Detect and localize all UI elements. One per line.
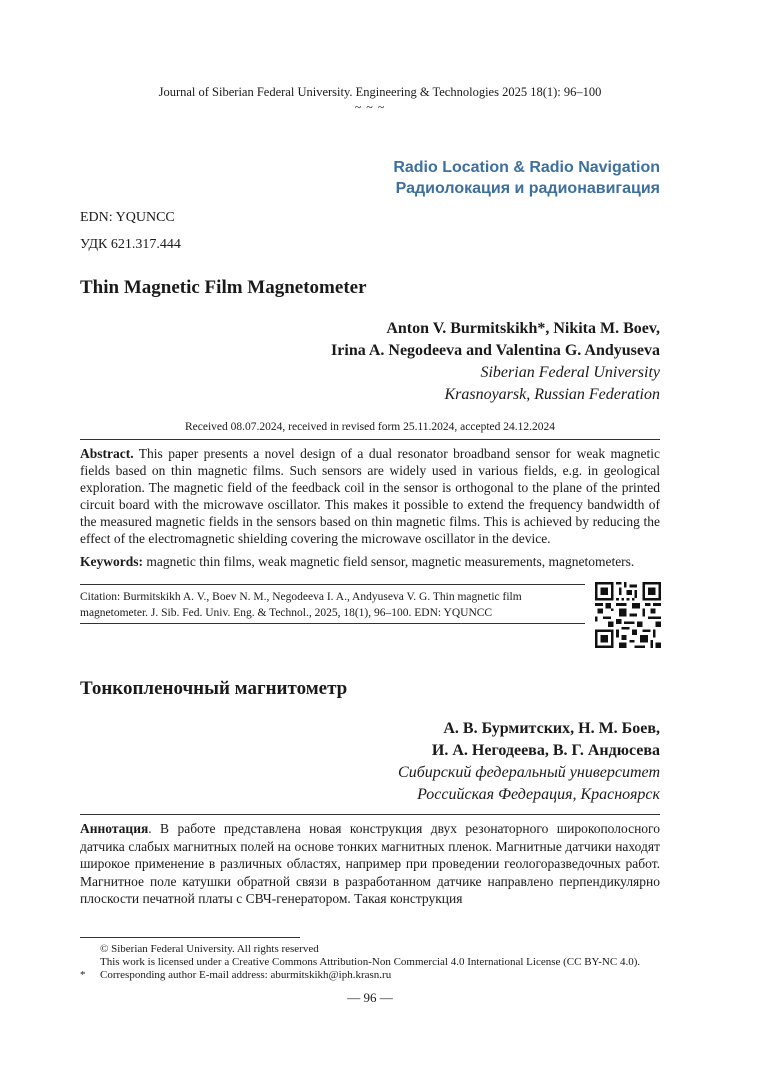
section-title-ru: Радиолокация и радионавигация bbox=[395, 180, 660, 197]
authors-en-line1: Anton V. Burmitskikh*, Nikita M. Boev, bbox=[386, 320, 660, 337]
citation: Citation: Burmitskikh A. V., Boev N. M., Negodeeva I. A., Andyuseva V. G. Thin magnetic film magnetometer. J. Sib. Fed. Univ. Eng. & Technol., 2025, 18(1), 96–100. EDN: YQUNCC bbox=[80, 591, 522, 619]
divider bbox=[80, 814, 660, 815]
header-ornament: ~ ~ ~ bbox=[354, 100, 386, 114]
location-en: Krasnoyarsk, Russian Federation bbox=[444, 386, 660, 403]
udk: УДК 621.317.444 bbox=[80, 237, 181, 252]
location-ru: Российская Федерация, Красноярск bbox=[417, 786, 660, 803]
keywords-label: Keywords: bbox=[80, 554, 143, 569]
qr-code-icon[interactable] bbox=[595, 582, 661, 648]
authors-ru-line2: И. А. Негодеева, В. Г. Андюсева bbox=[431, 742, 660, 759]
journal-header: Journal of Siberian Federal University. Engineering & Technologies 2025 18(1): 96–100 bbox=[158, 85, 602, 99]
footnote-divider bbox=[80, 937, 300, 938]
authors-en-line2: Irina A. Negodeeva and Valentina G. Andyuseva bbox=[331, 342, 660, 359]
paper-title-ru: Тонкопленочный магнитометр bbox=[80, 678, 348, 699]
abstract-label: Abstract. bbox=[80, 446, 134, 461]
edn: EDN: YQUNCC bbox=[80, 210, 175, 225]
divider bbox=[80, 584, 585, 585]
received-dates: Received 08.07.2024, received in revised form 25.11.2024, accepted 24.12.2024 bbox=[184, 421, 556, 433]
footnote-star: * bbox=[80, 969, 86, 981]
abstract-en bbox=[80, 445, 660, 547]
paper-title-en: Thin Magnetic Film Magnetometer bbox=[80, 277, 367, 298]
authors-ru bbox=[398, 718, 660, 806]
abstract-ru bbox=[80, 820, 660, 908]
keywords bbox=[80, 553, 660, 570]
affiliation-ru: Сибирский федеральный университет bbox=[398, 764, 660, 781]
section-title-en: Radio Location & Radio Navigation bbox=[393, 159, 660, 176]
annot-text: . В работе представлена новая конструкция двух резонаторного широкополосного датчика слабых магнитных полей на основе тонких магнитных пленок. Магнитные датчики находят широкое применение в различных областях, например при проведении геологоразведочных работ. Магнитное поле катушки обратной связи в разработанном датчике направлено перпендикулярно плоскости печатной платы с СВЧ-генератором. Такая конструкция bbox=[80, 821, 660, 906]
abstract-text: This paper presents a novel design of a dual resonator broadband sensor for weak magnetic fields based on thin magnetic films. Such sensors are widely used in various fields, e.g. in geological exploration. The magnetic field of the feedback coil in the sensor is orthogonal to the plane of the printed circuit board with the microwave oscillator. This makes it possible to extend the frequency bandwidth of the measured magnetic fields in the sensors based on thin magnetic films. This is achieved by reducing the effect of the electromagnetic shielding covering the microwave oscillator in the device. bbox=[80, 446, 660, 546]
page-number: — 96 — bbox=[347, 990, 393, 1005]
corresponding-email[interactable]: Corresponding author E-mail address: aburmitskikh@iph.krasn.ru bbox=[100, 969, 392, 981]
license-note: This work is licensed under a Creative Commons Attribution-Non Commercial 4.0 International License (CC BY-NC 4.0). bbox=[100, 956, 641, 968]
authors-en bbox=[331, 318, 660, 406]
divider bbox=[80, 439, 660, 440]
keywords-text: magnetic thin films, weak magnetic field sensor, magnetic measurements, magnetometers. bbox=[143, 554, 635, 569]
divider bbox=[80, 623, 585, 624]
annot-label: Аннотация bbox=[80, 821, 149, 836]
affiliation-en: Siberian Federal University bbox=[480, 364, 660, 381]
copyright-note: © Siberian Federal University. All rights reserved bbox=[100, 943, 319, 955]
authors-ru-line1: А. В. Бурмитских, Н. М. Боев, bbox=[443, 720, 660, 737]
corresponding-note bbox=[80, 969, 680, 982]
